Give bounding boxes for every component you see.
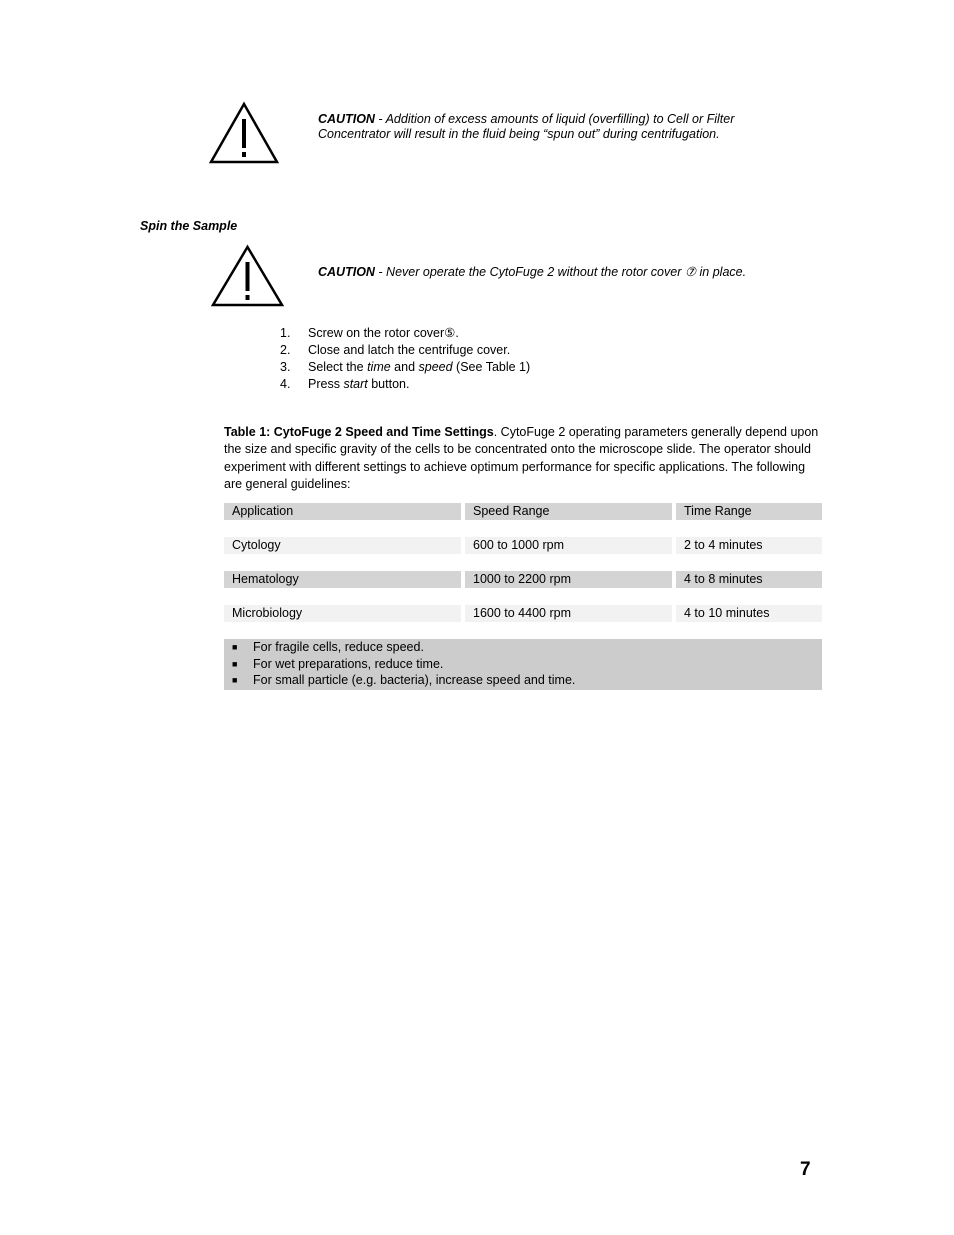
table-cell: 4 to 10 minutes [676, 605, 822, 622]
list-item: 3. Select the time and speed (See Table 1) [280, 360, 531, 374]
table-cell: 600 to 1000 rpm [465, 537, 676, 554]
list-item: ■ For fragile cells, reduce speed. [232, 640, 424, 654]
table-cell: Cytology [224, 537, 465, 554]
bullet-icon: ■ [232, 675, 238, 685]
table-cell: 2 to 4 minutes [676, 537, 822, 554]
table-cell: 4 to 8 minutes [676, 571, 822, 588]
bullet-icon: ■ [232, 642, 238, 652]
table-row [224, 605, 822, 622]
list-item: 2. Close and latch the centrifuge cover. [280, 343, 511, 357]
warning-triangle-icon [208, 101, 280, 165]
table-header-row [224, 503, 822, 520]
list-item: ■ For wet preparations, reduce time. [232, 656, 444, 671]
list-item: ■ For small particle (e.g. bacteria), increase speed and time. [232, 673, 576, 687]
settings-table-wrapper [224, 503, 822, 690]
caution-label: CAUTION [318, 265, 375, 279]
table-row [224, 537, 822, 554]
table-row [224, 571, 822, 588]
caution-notice-rotor [318, 265, 798, 280]
table-header: Application [224, 503, 465, 520]
table-caption-text: . CytoFuge 2 operating parameters generally depend upon the size and specific gravity of the cells to be concentrated onto the microscope slide. The operator should experiment with different settings to achieve optimum performance for specific applications. The following are general guidelines: [224, 425, 819, 491]
table-description [224, 424, 822, 493]
section-heading: Spin the Sample [140, 219, 238, 233]
table-caption: Table 1: CytoFuge 2 Speed and Time Settings [224, 425, 494, 439]
table-cell: Hematology [224, 571, 465, 588]
caution-label: CAUTION [318, 112, 375, 126]
caution-notice-overfill [318, 112, 778, 142]
table-header: Speed Range [465, 503, 676, 520]
caution-text-line1: - Addition of excess amounts of liquid (overfilling) to Cell or Filter [374, 112, 735, 126]
table-cell: 1600 to 4400 rpm [465, 605, 676, 622]
settings-table [224, 503, 822, 639]
list-item: 4. Press start button. [280, 377, 410, 391]
caution-text-line2: Concentrator will result in the fluid being “spun out” during centrifugation. [318, 127, 720, 141]
table-notes [224, 639, 822, 690]
caution-text: - Never operate the CytoFuge 2 without the rotor cover ⑦ in place. [374, 265, 747, 279]
bullet-icon: ■ [232, 658, 238, 669]
step-list [280, 325, 680, 393]
page-number: 7 [800, 1159, 811, 1180]
table-header: Time Range [676, 503, 822, 520]
table-cell: 1000 to 2200 rpm [465, 571, 676, 588]
warning-triangle-icon [210, 244, 285, 308]
table-cell: Microbiology [224, 605, 465, 622]
list-item: 1. Screw on the rotor cover⑤. [280, 326, 459, 340]
